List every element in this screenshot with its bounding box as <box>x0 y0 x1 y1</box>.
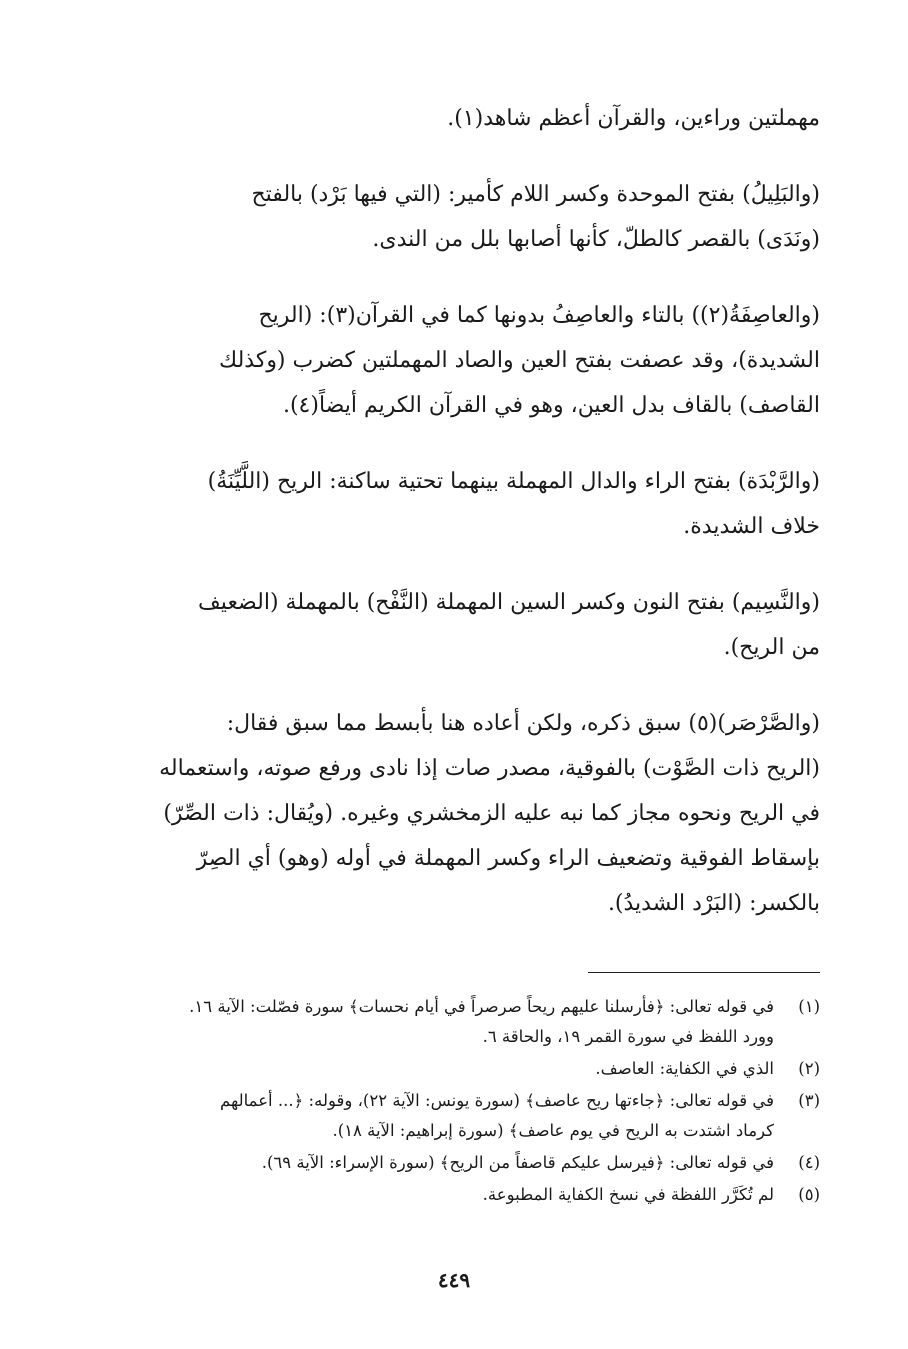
footnote-line: لم تُكَرَّر اللفظة في نسخ الكفاية المطبوعة. <box>482 1185 774 1204</box>
footnote-line: في قوله تعالى: ﴿فيرسل عليكم قاصفاً من الريح﴾ (سورة الإسراء: الآية ٦٩). <box>261 1153 774 1172</box>
text-line: في الريح ونحوه مجاز كما نبه عليه الزمخشري وغيره. (ويُقال: ذات الصِّرّ) <box>163 801 820 826</box>
footnote-text <box>88 1180 774 1210</box>
text-line: (والبَلِيلُ) بفتح الموحدة وكسر اللام كأمير: (التي فيها بَرْد) بالفتح <box>251 182 820 207</box>
footnote-text <box>88 992 774 1052</box>
footnote-separator <box>588 972 820 973</box>
footnote-text <box>88 1086 774 1146</box>
text-line: (الريح ذات الصَّوْت) بالفوقية، مصدر صات إذا نادى ورفع صوته، واستعماله <box>159 756 820 781</box>
footnote-line: الذي في الكفاية: العاصف. <box>595 1059 774 1078</box>
footnote-text <box>88 1148 774 1178</box>
footnote-number: (٢) <box>798 1059 820 1078</box>
paragraph-arrabda <box>88 459 820 549</box>
footnote-line: وورد اللفظ في سورة القمر ١٩، والحاقة ٦. <box>482 1027 774 1046</box>
footnote-3 <box>88 1086 820 1146</box>
text-line: من الريح). <box>723 635 820 660</box>
footnote-number: (٥) <box>798 1185 820 1204</box>
text-line: (والنَّسِيم) بفتح النون وكسر السين المهملة (النَّفْح) بالمهملة (الضعيف <box>198 590 820 615</box>
footnote-line: في قوله تعالى: ﴿فأرسلنا عليهم ريحاً صرصراً في أيام نحسات﴾ سورة فصّلت: الآية ١٦. <box>189 997 774 1016</box>
text-line: خلاف الشديدة. <box>683 514 820 539</box>
paragraph-assarsar <box>88 701 820 926</box>
footnote-text <box>88 1054 774 1084</box>
footnote-number: (٤) <box>798 1153 820 1172</box>
paragraph-alasifa <box>88 293 820 428</box>
text-line: (والعاصِفَةُ(٢)) بالتاء والعاصِفُ بدونها كما في القرآن(٣): (الريح <box>258 303 820 328</box>
text-line: القاصف) بالقاف بدل العين، وهو في القرآن الكريم أيضاً(٤). <box>282 393 820 418</box>
main-text <box>88 96 820 957</box>
text-line: الشديدة)، وقد عصفت بفتح العين والصاد المهملتين كضرب (وكذلك <box>219 348 820 373</box>
text-line: (والصَّرْصَر)(٥) سبق ذكره، ولكن أعاده هنا بأبسط مما سبق فقال: <box>226 711 820 736</box>
footnotes <box>88 992 820 1212</box>
text-line: (ونَدَى) بالقصر كالطلّ، كأنها أصابها بلل من الندى. <box>372 227 820 252</box>
page-number: ٤٤٩ <box>437 1268 471 1292</box>
footnote-1 <box>88 992 820 1052</box>
text-line: بإسقاط الفوقية وتضعيف الراء وكسر المهملة في أوله (وهو) أي الصِرّ <box>196 846 820 871</box>
footnote-line: في قوله تعالى: ﴿جاءتها ريح عاصف﴾ (سورة يونس: الآية ٢٢)، وقوله: ﴿... أعمالهم <box>220 1091 774 1110</box>
paragraph-1 <box>88 96 820 141</box>
footnote-number: (٣) <box>798 1091 820 1110</box>
footnote-4 <box>88 1148 820 1178</box>
footnote-5 <box>88 1180 820 1210</box>
paragraph-annasim <box>88 580 820 670</box>
text-line: (والرَّبْدَة) بفتح الراء والدال المهملة بينهما تحتية ساكنة: الريح (اللَّيِّنَةُ) <box>207 469 820 494</box>
footnote-line: كرماد اشتدت به الريح في يوم عاصف﴾ (سورة إبراهيم: الآية ١٨). <box>332 1121 774 1140</box>
footnote-2 <box>88 1054 820 1084</box>
paragraph-albalil <box>88 172 820 262</box>
footnote-number: (١) <box>798 997 820 1016</box>
text-line: مهملتين وراءين، والقرآن أعظم شاهد(١). <box>447 106 820 131</box>
text-line: بالكسر: (البَرْد الشديدُ). <box>607 891 820 916</box>
